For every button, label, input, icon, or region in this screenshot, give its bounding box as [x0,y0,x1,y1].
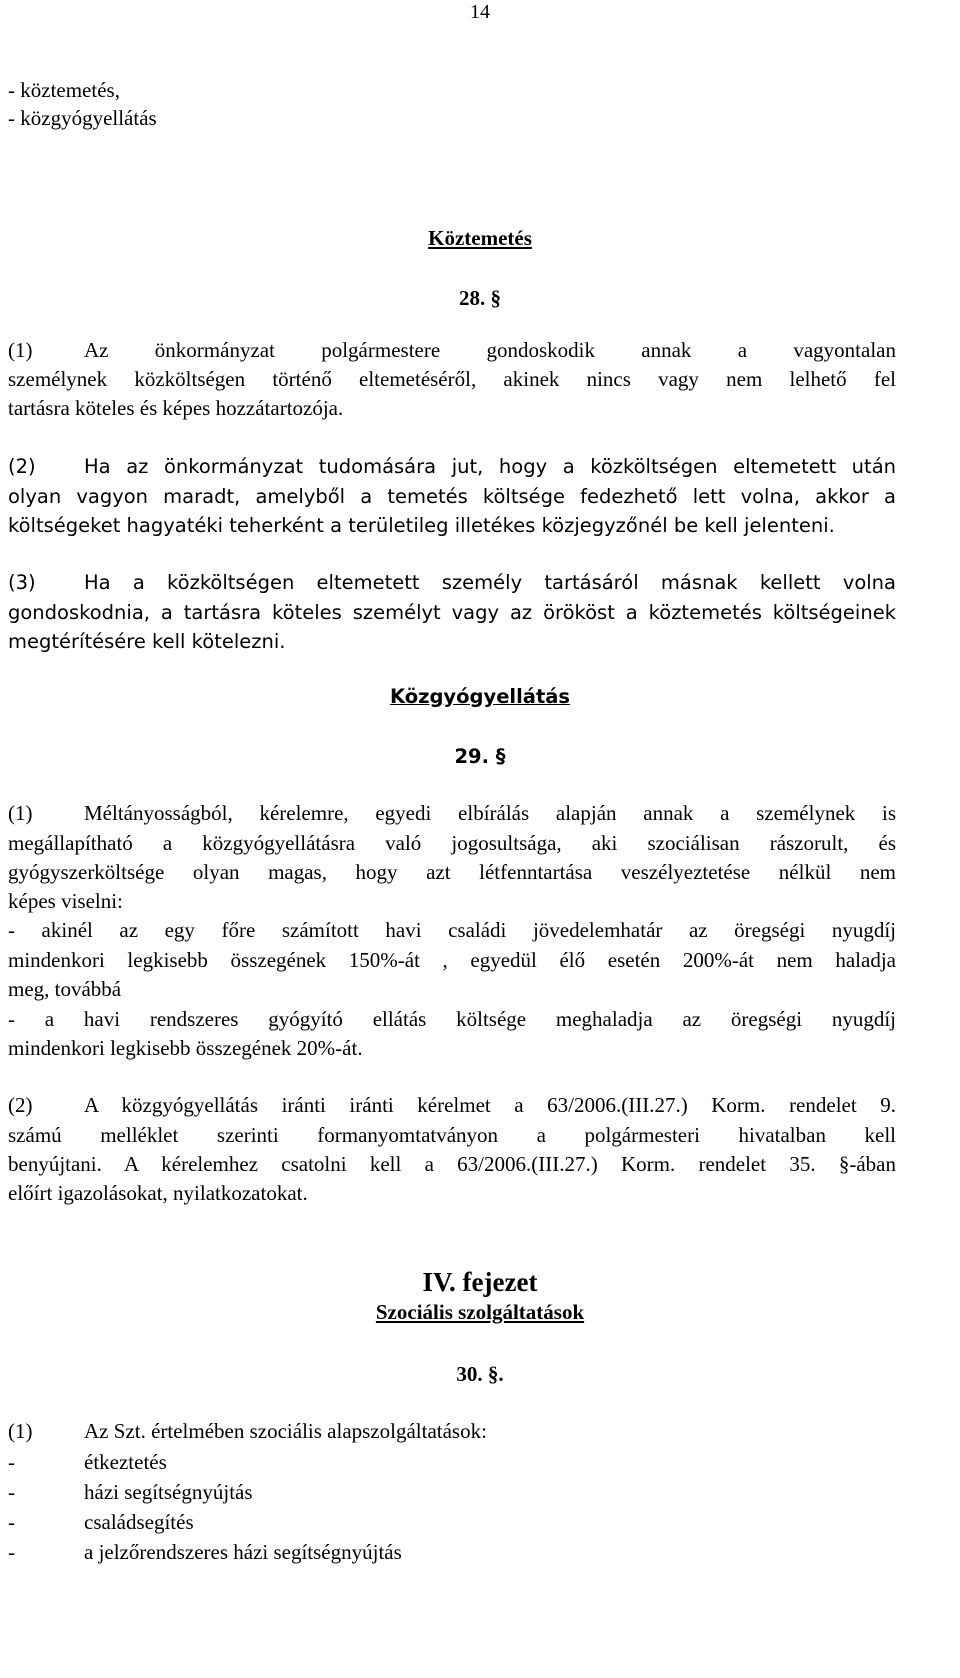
paragraph-line: számú melléklet szerinti formanyomtatványon a polgármesteri hivatalban kell [8,1123,896,1147]
intro-item: - közgyógyellátás [8,106,157,130]
list-item: - családsegítés [8,1510,194,1534]
paragraph-line: képes viselni: [8,889,123,913]
paragraph-line: (1) Az Szt. értelmében szociális alapszolgáltatások: [8,1419,487,1443]
paragraph-line: gyógyszerköltsége olyan magas, hogy azt létfenntartása veszélyeztetése nélkül nem [8,860,896,884]
intro-item: - köztemetés, [8,78,120,102]
section-number-28: 28. § [459,286,501,310]
paragraph-line: benyújtani. A kérelemhez csatolni kell a 63/2006.(III.27.) Korm. rendelet 35. §-ában [8,1152,896,1176]
paragraph-line: előírt igazolásokat, nyilatkozatokat. [8,1181,308,1205]
paragraph-number: (1) [8,1419,33,1443]
paragraph-line: - a havi rendszeres gyógyító ellátás költsége meghaladja az öregségi nyugdíj [8,1007,896,1031]
paragraph-line: meg, továbbá [8,977,122,1001]
list-item: - házi segítségnyújtás [8,1480,253,1504]
chapter-subtitle: Szociális szolgáltatások [375,1300,585,1324]
paragraph-line: - akinél az egy főre számított havi családi jövedelemhatár az öregségi nyugdíj [8,918,896,942]
section-number-30: 30. §. [456,1362,504,1386]
paragraph-line: olyan vagyon maradt, amelyből a temetés költsége fedezhető lett volna, akkor a [8,485,896,508]
section-number-29: 29. § [454,745,506,768]
paragraph-line: megállapítható a közgyógyellátásra való jogosultsága, aki szociálisan rászorult, és [8,831,896,855]
paragraph-line: mindenkori legkisebb összegének 150%-át , egyedül élő esetén 200%-át nem haladja [8,948,896,972]
paragraph-line: (1) Méltányosságból, kérelemre, egyedi elbírálás alapján annak a személynek is [8,801,896,825]
list-item: - étkeztetés [8,1450,167,1474]
paragraph-line: gondoskodnia, a tartásra köteles személyt vagy az örököst a köztemetés költségeinek [8,601,896,624]
chapter-title: IV. fejezet [422,1267,538,1297]
paragraph-line: (1) Az önkormányzat polgármestere gondoskodik annak a vagyontalan [8,338,896,362]
paragraph-line: mindenkori legkisebb összegének 20%-át. [8,1036,363,1060]
paragraph-number: (1) [8,338,33,362]
paragraph-number: (1) [8,801,33,825]
paragraph-line: személynek közköltségen történő eltemetéséről, akinek nincs vagy nem lelhető fel [8,367,896,391]
paragraph-number: (2) [8,455,36,478]
paragraph-number: (3) [8,571,36,594]
list-item: - a jelzőrendszeres házi segítségnyújtás [8,1540,402,1564]
paragraph-line: megtérítésére kell kötelezni. [8,630,286,653]
paragraph-line: (2) A közgyógyellátás iránti iránti kérelmet a 63/2006.(III.27.) Korm. rendelet 9. [8,1093,896,1117]
paragraph-number: (2) [8,1093,33,1117]
paragraph-line: (3) Ha a közköltségen eltemetett személy tartásáról másnak kellett volna [8,571,896,594]
section-heading-kozgyogyellatas: Közgyógyellátás [389,685,571,708]
paragraph-line: tartásra köteles és képes hozzátartozója. [8,396,344,420]
page-number: 14 [470,1,490,23]
paragraph-line: (2) Ha az önkormányzat tudomására jut, hogy a közköltségen eltemetett után [8,455,896,478]
section-heading-koztemetes: Köztemetés [428,226,532,250]
paragraph-line: költségeket hagyatéki teherként a területileg illetékes közjegyzőnél be kell jelenteni. [8,514,835,537]
